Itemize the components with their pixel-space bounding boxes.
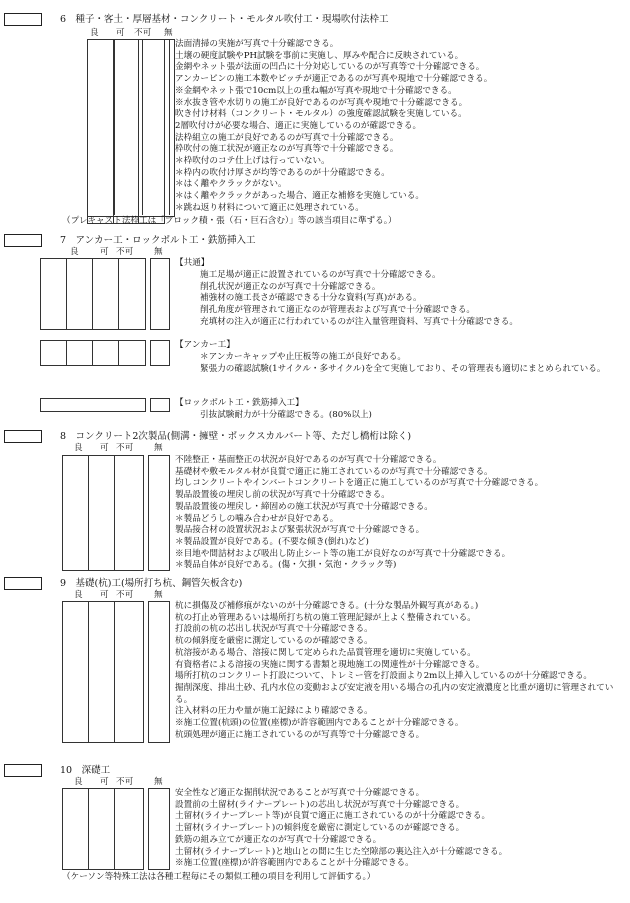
sec7-anchor-gridline	[66, 340, 67, 366]
sec7-common-gridline	[92, 258, 93, 330]
sec8-title: 8 コンクリート2次製品(側溝・擁壁・ボックスカルバート等、ただし橋桁は除く)	[60, 431, 412, 442]
list-item: 打設前の杭の芯出し状況が写真で十分確認できる。	[175, 624, 373, 635]
list-item: ＊製品どうしの噛み合わせが良好である。	[175, 513, 339, 524]
list-item: 削孔状況が適正なのが写真で十分確認できる。	[200, 281, 381, 292]
sec6-grid-col1	[114, 39, 115, 215]
sec10-item-list	[175, 788, 625, 870]
col-bad: 不可	[116, 590, 134, 600]
sec7-rock-title: 【ロックボルト工・鉄筋挿入工】	[175, 398, 304, 408]
list-item: 場所打杭のコンクリート打設について、トレミー管を打設面より2m以上挿入しているのが十分確認できる。	[175, 671, 593, 682]
col-none: 無	[164, 28, 173, 38]
col-none: 無	[154, 443, 163, 453]
list-item: 不陸整正・基面整正の状況が良好であるのが写真で十分確認できる。	[175, 455, 442, 465]
list-item: 安全性など適正な掘削状況であることが写真で十分確認できる。	[175, 788, 425, 798]
list-item: 掘削深度、排出土砂、孔内水位の変動および安定液を用いる場合の孔内の安定液濃度と比重が適切に管理されている。	[175, 682, 614, 705]
sec6-col-headers	[60, 28, 180, 38]
sec10-gridline	[114, 788, 115, 870]
sec7-anchor-gridline	[118, 340, 119, 366]
col-ok: 可	[100, 590, 109, 600]
list-item: 杭頭処理が適正に施工されているのが写真等で十分確認できる。	[175, 729, 425, 740]
sec10-score-box[interactable]	[4, 764, 42, 777]
list-item: ※金網やネット張で10cm以上の重ね幅が写真や現地で十分確認できる。	[175, 85, 457, 96]
sec8-gridline	[114, 455, 115, 571]
sec9-item-list	[175, 601, 625, 741]
list-item: ＊アンカーキャップや止圧板等の施工が良好である。	[200, 352, 406, 362]
sec6-grid-frame	[87, 39, 170, 217]
list-item: 金網やネット張が法面の凹凸に十分対応しているのが写真等で十分確認できる。	[175, 62, 485, 73]
list-item: 法面清掃の実施が写真で十分確認できる。	[175, 39, 339, 49]
sec10-gridline	[88, 788, 89, 870]
sec8-item-list	[175, 455, 625, 572]
list-item: 2層吹付けが必要な場合、適正に実施しているのが確認できる。	[175, 120, 422, 131]
sec6-score-box[interactable]	[4, 13, 42, 26]
sec7-anchor-grid	[40, 340, 146, 366]
sec7-common-gridline	[66, 258, 67, 330]
sec9-gridline	[114, 601, 115, 743]
list-item: ＊製品設置が良好である。(不要な傾き(倒れ)など)	[175, 536, 369, 547]
sec8-none-col	[148, 455, 170, 571]
sec10-col-headers	[60, 777, 180, 787]
list-item: 土留材(ライナープレート)の傾斜度を厳密に測定しているのが確認できる。	[175, 823, 465, 834]
sec7-rock-list	[200, 410, 620, 422]
list-item: 製品設置後の埋戻し前の状況が写真で十分確認できる。	[175, 490, 390, 501]
list-item: 法枠組立の施工が良好であるのが写真で十分確認できる。	[175, 132, 399, 143]
list-item: ＊はく離やクラックがない。	[175, 179, 287, 190]
sec7-title: 7 アンカー工・ロックボルト工・鉄筋挿入工	[60, 235, 256, 246]
sec6-note: （プレキャスト法枠工は「ブロック積・張（石・巨石含む）」等の該当項目に準ずる。）	[62, 216, 397, 226]
col-good: 良	[74, 443, 83, 453]
sec7-common-list	[200, 270, 620, 329]
col-bad: 不可	[116, 777, 134, 787]
list-item: 杭の打止め管理あるいは場所打ち杭の施工管理記録が上よく整備されている。	[175, 612, 476, 623]
list-item: 削孔角度が管理されて適正なのが管理表および写真で十分確認できる。	[200, 305, 476, 316]
list-item: 杭溶接がある場合、溶接に関して定められた品質管理を適切に実施している。	[175, 647, 476, 658]
list-item: 土留材(ライナープレート)と地山との間に生じた空隙部の裏込注入が十分確認できる。	[175, 846, 508, 857]
list-item: ＊枠吹付のコテ仕上げは行っていない。	[175, 156, 330, 167]
list-item: ＊枠内の吹付け厚さが均等であるのが十分確認できる。	[175, 167, 390, 178]
col-ok: 可	[100, 443, 109, 453]
col-ok: 可	[116, 28, 125, 38]
list-item: 鉄筋の組み立てが適正なのが写真で十分確認できる。	[175, 834, 382, 845]
list-item: 杭に損傷及び補修痕がないのが十分確認できる。(十分な製品外観写真がある。)	[175, 601, 479, 611]
list-item: ※水抜き管や水切りの施工が良好であるのが写真や現地で十分確認できる。	[175, 97, 468, 108]
col-bad: 不可	[116, 247, 134, 257]
list-item: 均しコンクリートやインバートコンクリートを適正に施工しているのが写真で十分確認できる。	[175, 478, 544, 489]
list-item: 製品設置後の埋戻し・締固めの施工状況が写真で十分確認できる。	[175, 501, 433, 512]
sec7-common-none	[150, 258, 170, 330]
col-ok: 可	[100, 777, 109, 787]
list-item: アンカーピンの施工本数やピッチが適正であるのが写真や現地で十分確認できる。	[175, 74, 493, 85]
sec6-grid-row-a	[87, 139, 115, 151]
col-good: 良	[74, 777, 83, 787]
col-good: 良	[70, 247, 79, 257]
list-item: 補強材の施工長さが確認できる十分な資料(写真)がある。	[200, 293, 422, 304]
sec6-title: 6 種子・客土・厚層基材・コンクリート・モルタル吹付工・現場吹付法枠工	[60, 14, 389, 25]
sec7-anchor-none	[150, 340, 170, 366]
col-none: 無	[154, 247, 163, 257]
sec7-anchor-list	[200, 352, 620, 375]
list-item: ※施工位置(杭頭)の位置(座標)が許容範囲内であることが十分確認できる。	[175, 718, 464, 729]
list-item: 充填材の注入が適正に行われているのが注入量管理資料、写真で十分確認できる。	[200, 316, 518, 327]
sec10-none-col	[148, 788, 170, 870]
sec9-check-grid	[62, 601, 144, 743]
list-item: ＊跳ね返り材料について適正に処理されている。	[175, 202, 364, 213]
sec10-note: （ケーソン等特殊工法は各種工程毎にその類似工種の項目を利用して評価する。）	[62, 872, 376, 882]
sec7-common-gridline	[118, 258, 119, 330]
sec9-title: 9 基礎(杭)工(場所打ち杭、鋼管矢板含む)	[60, 578, 243, 589]
sec7-common-title: 【共通】	[175, 258, 210, 268]
list-item: 施工足場が適正に設置されているのが写真で十分確認できる。	[200, 270, 441, 280]
list-item: ＊製品自体が良好である。(傷・欠損・気泡・クラック等)	[175, 560, 397, 571]
list-item: 注入材料の圧力や量が施工記録により確認できる。	[175, 706, 373, 717]
col-none: 無	[154, 777, 163, 787]
list-item: 土壌の硬度試験やPH試験を事前に実施し、厚みや配合に反映されている。	[175, 50, 464, 61]
col-ok: 可	[100, 247, 109, 257]
col-good: 良	[90, 28, 99, 38]
sec7-common-grid	[40, 258, 146, 330]
sec6-item-list	[175, 39, 625, 215]
sec7-rock-grid	[40, 398, 146, 412]
col-none: 無	[154, 590, 163, 600]
sec9-col-headers	[60, 590, 180, 600]
sec10-title: 10 深礎工	[60, 765, 111, 776]
sec7-rock-none	[150, 398, 170, 412]
sec8-score-box[interactable]	[4, 430, 42, 443]
sec9-gridline	[88, 601, 89, 743]
sec8-col-headers	[60, 443, 180, 453]
sec7-anchor-title: 【アンカー工】	[175, 340, 235, 350]
list-item: 基礎材や敷モルタル材が良質で適正に施工されているのが写真で十分確認できる。	[175, 466, 493, 477]
sec8-gridline	[88, 455, 89, 571]
list-item: 設置前の土留材(ライナープレート)の芯出し状況が写真で十分確認できる。	[175, 799, 465, 810]
list-item: 枠吹付の施工状況が適正なのが写真等で十分確認できる。	[175, 144, 399, 155]
list-item: ※目地や間詰材および吸出し防止シート等の施工が良好なのが写真で十分確認できる。	[175, 548, 511, 559]
sec7-score-box[interactable]	[4, 234, 42, 247]
sec7-anchor-gridline	[92, 340, 93, 366]
sec7-col-headers	[60, 247, 180, 257]
sec10-check-grid	[62, 788, 144, 870]
col-bad: 不可	[134, 28, 152, 38]
list-item: 杭の傾斜度を厳密に測定しているのが確認できる。	[175, 636, 373, 647]
sec9-score-box[interactable]	[4, 577, 42, 590]
col-bad: 不可	[116, 443, 134, 453]
sec6-grid-col2	[142, 39, 143, 215]
list-item: 吹き付け材料（コンクリート・モルタル）の強度確認試験を実施している。	[175, 109, 467, 120]
col-good: 良	[74, 590, 83, 600]
list-item: 引抜試験耐力が十分確認できる。(80%以上)	[200, 410, 372, 420]
list-item: ※施工位置(座標)が許容範囲内であることが十分確認できる。	[175, 858, 414, 869]
sec9-none-col	[148, 601, 170, 743]
list-item: ＊はく離やクラックがあった場合、適正な補修を実施している。	[175, 191, 424, 202]
list-item: 製品接合材の設置状況および緊張状況が写真で十分確認できる。	[175, 525, 425, 536]
list-item: 緊張力の確認試験(1サイクル・多サイクル)を全て実施しており、その管理表も適切にまとめられている。	[200, 363, 606, 374]
list-item: 土留材(ライナープレート等)が良質で適正に施工されているのが十分確認できる。	[175, 811, 491, 822]
list-item: 有資格者による溶接の実施に関する書類と現地施工の関連性が十分確認できる。	[175, 659, 485, 670]
sec8-check-grid	[62, 455, 144, 571]
